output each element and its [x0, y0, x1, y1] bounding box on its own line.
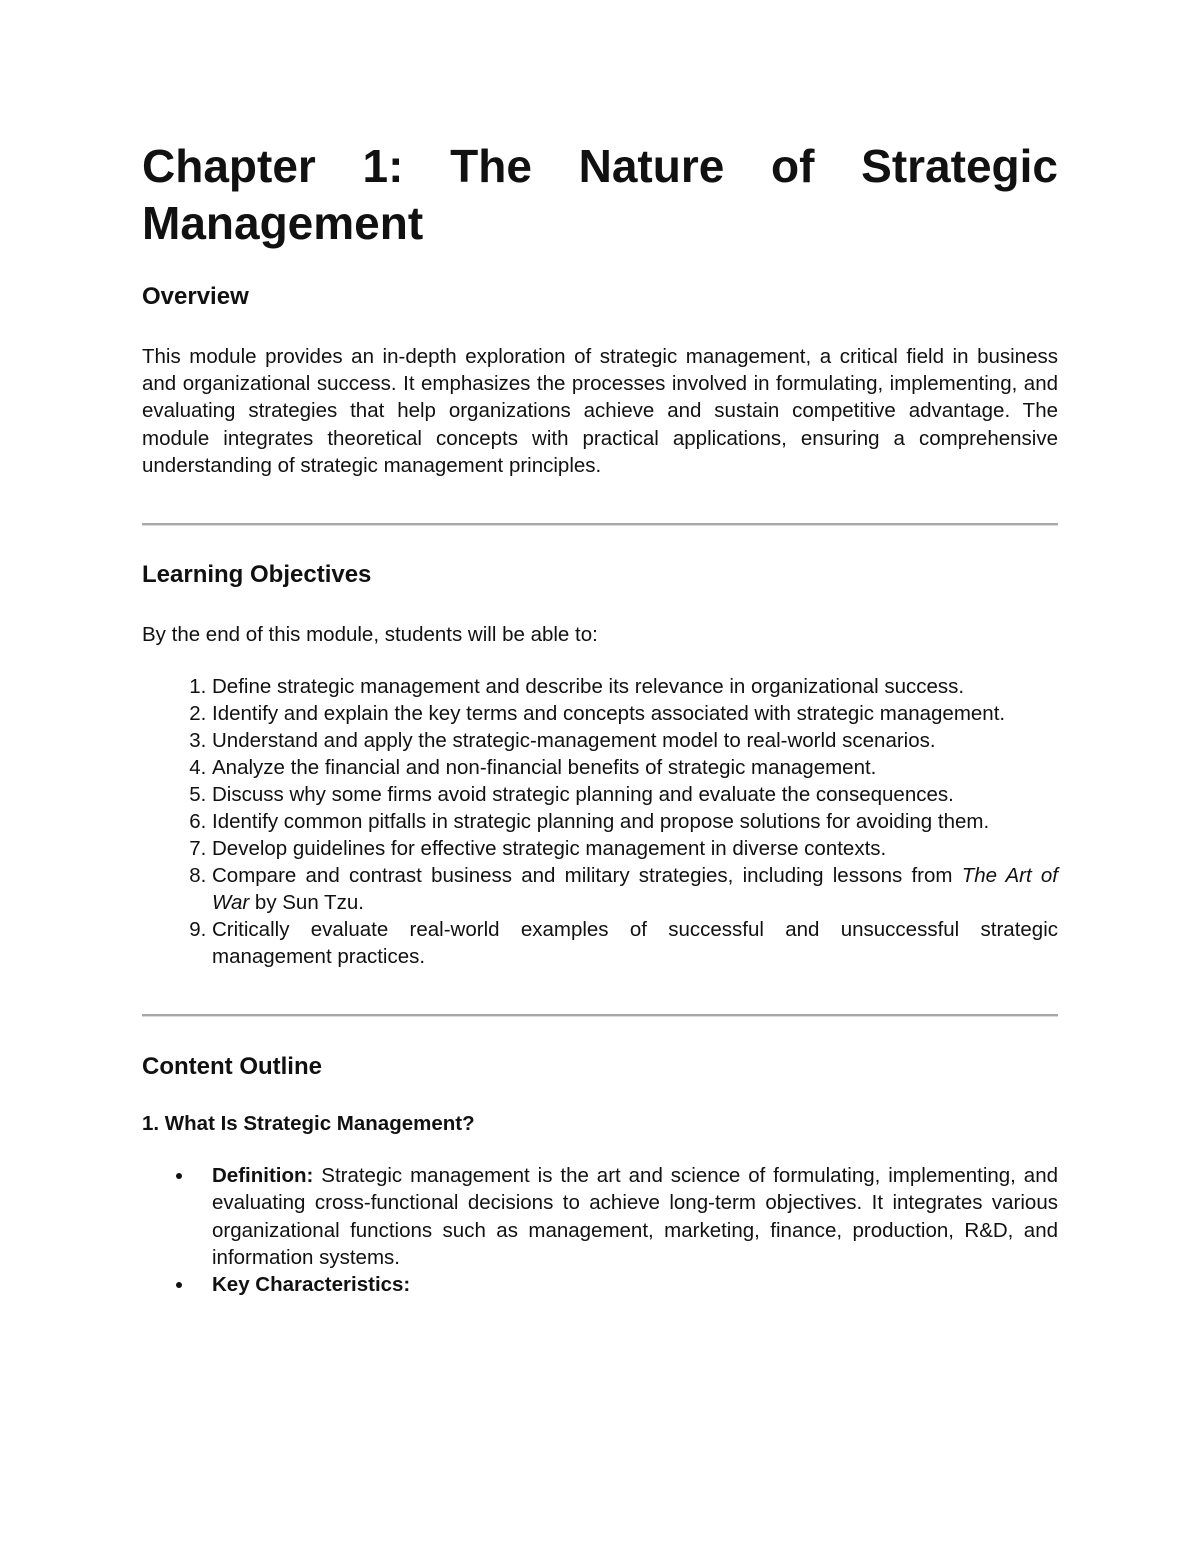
objectives-intro: By the end of this module, students will be able to:: [142, 623, 598, 647]
definition-label: Definition:: [212, 1164, 314, 1188]
objective-item-text: Compare and contrast business and military strategies, including lessons from: [212, 864, 962, 888]
objective-item: 2. Identify and explain the key terms and concepts associated with strategic management.: [212, 700, 1058, 727]
learning-objectives-heading: Learning Objectives: [142, 561, 372, 589]
chapter-title: Chapter 1: The Nature of Strategic Management: [142, 140, 1058, 249]
objective-item-tail: by Sun Tzu.: [249, 891, 364, 915]
objective-item: 4. Analyze the financial and non-financial benefits of strategic management.: [212, 754, 1058, 781]
objectives-list: [142, 673, 1058, 970]
objective-item: 1. Define strategic management and describe its relevance in organizational success.: [212, 673, 1058, 700]
overview-paragraph: This module provides an in-depth exploration of strategic management, a critical field in business and organizational success. It emphasizes the processes involved in formulating, implementing, and evaluating strategies that help organizations achieve and sustain competitive advantage. The module integrates theoretical concepts with practical applications, ensuring a comprehensive understanding of strategic management principles.: [142, 345, 1058, 477]
objective-item: [212, 862, 1058, 916]
section-1-heading: 1. What Is Strategic Management?: [142, 1112, 475, 1136]
objective-item: 9. Critically evaluate real-world examples of successful and unsuccessful strategic management practices.: [212, 916, 1058, 970]
characteristics-label: Key Characteristics:: [212, 1273, 411, 1297]
definition-text: Strategic management is the art and science of formulating, implementing, and evaluating cross-functional decisions to achieve long-term objectives. It integrates various organizational functions such as management, marketing, finance, production, R&D, and information systems.: [212, 1164, 1058, 1269]
objective-item: 5. Discuss why some firms avoid strategic planning and evaluate the consequences.: [212, 781, 1058, 808]
objective-item: 6. Identify common pitfalls in strategic planning and propose solutions for avoiding them.: [212, 808, 1058, 835]
bullet-icon: [176, 1173, 182, 1179]
overview-heading: Overview: [142, 283, 249, 310]
objective-item: 3. Understand and apply the strategic-management model to real-world scenarios.: [212, 727, 1058, 754]
outline-bullets: [142, 1162, 1058, 1298]
characteristics-bullet: [212, 1271, 1058, 1298]
content-outline-heading: Content Outline: [142, 1053, 322, 1081]
objective-item: 7. Develop guidelines for effective strategic management in diverse contexts.: [212, 835, 1058, 862]
definition-bullet: [212, 1162, 1058, 1271]
bullet-icon: [176, 1282, 182, 1288]
document-page: [142, 138, 1058, 1298]
book-title: The Art of War: [212, 864, 1059, 915]
